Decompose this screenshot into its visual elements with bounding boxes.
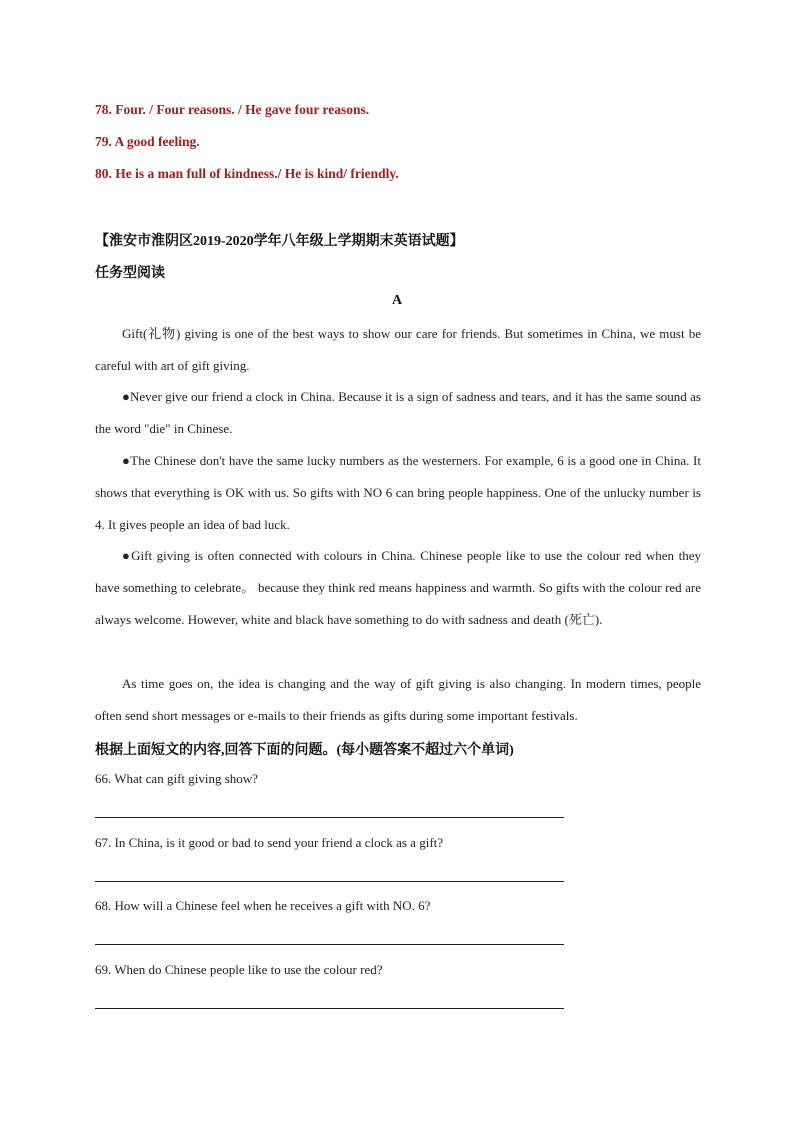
question-69: 69. When do Chinese people like to use the colour red? [95, 962, 383, 977]
paragraph-clock: ●Never give our friend a clock in China. Because it is a sign of sadness and tears, and it has the same sound as the word "die" in Chinese. [95, 389, 701, 436]
paragraph-colours: ●Gift giving is often connected with colours in China. Chinese people like to use the colour red when they have something to celebrate。 because they think red means happiness and warmth. So gifts with the colour red are always welcome. However, white and black have something to do with sadness and death (死亡). [95, 548, 701, 627]
answer-80: 80. He is a man full of kindness./ He is kind/ friendly. [95, 166, 399, 181]
answer-line-69[interactable] [95, 1008, 564, 1009]
paragraph-numbers: ●The Chinese don't have the same lucky numbers as the westerners. For example, 6 is a good one in China. It shows that everything is OK with us. So gifts with NO 6 can bring people happiness. One of the unlucky number is 4. It gives people an idea of bad luck. [95, 453, 701, 532]
answer-78: 78. Four. / Four reasons. / He gave four reasons. [95, 102, 370, 117]
answer-line-68[interactable] [95, 944, 564, 945]
paragraph-intro: Gift(礼物) giving is one of the best ways to show our care for friends. But sometimes in China, we must be careful with art of gift giving. [95, 326, 701, 373]
paragraph-modern: As time goes on, the idea is changing and the way of gift giving is also changing. In modern times, people often send short messages or e-mails to their friends as gifts during some important festivals. [95, 676, 701, 723]
question-66: 66. What can gift giving show? [95, 771, 258, 786]
question-68: 68. How will a Chinese feel when he receives a gift with NO. 6? [95, 898, 431, 913]
source-title: 【淮安市淮阴区2019-2020学年八年级上学期期末英语试题】 [95, 234, 464, 249]
instruction: 根据上面短文的内容,回答下面的问题。(每小题答案不超过六个单词) [95, 743, 514, 758]
passage-label: A [391, 293, 403, 308]
answer-79: 79. A good feeling. [95, 134, 200, 149]
section-title: 任务型阅读 [95, 266, 165, 281]
answer-line-66[interactable] [95, 817, 564, 818]
question-67: 67. In China, is it good or bad to send your friend a clock as a gift? [95, 835, 444, 850]
answer-line-67[interactable] [95, 881, 564, 882]
